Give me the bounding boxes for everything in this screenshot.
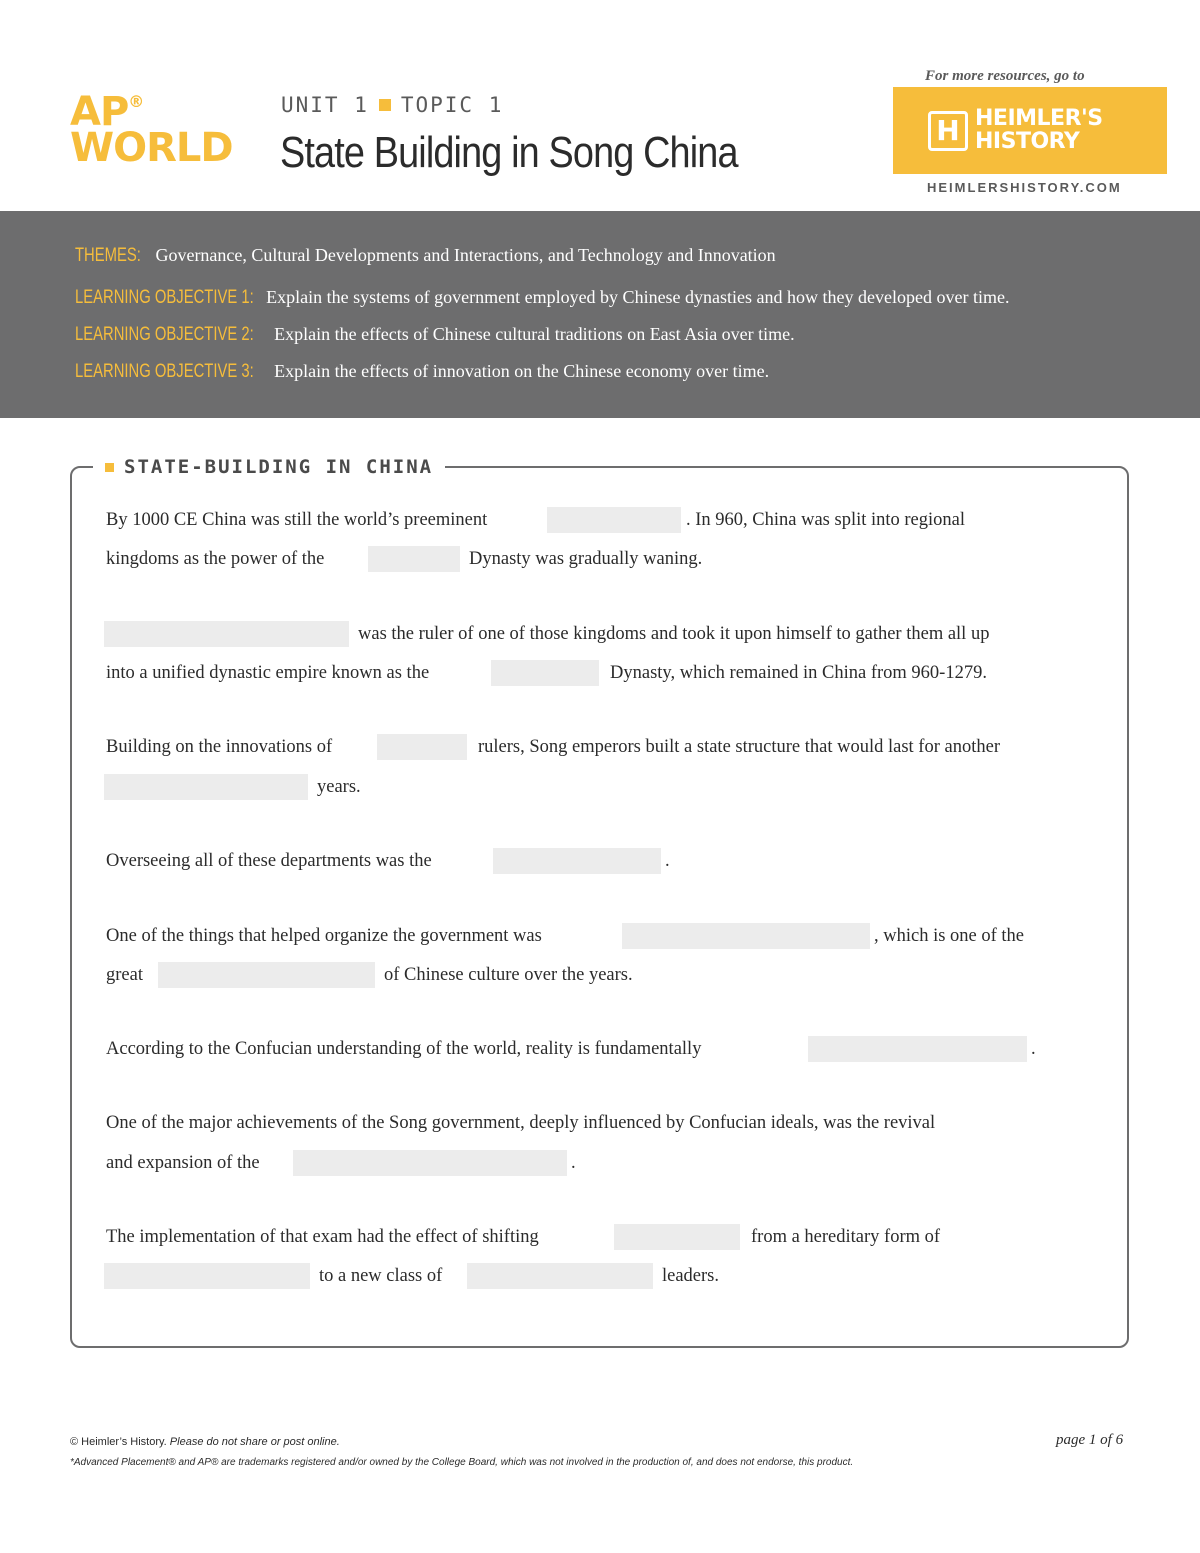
blank-field[interactable] bbox=[104, 1263, 310, 1289]
p2-line2-start: into a unified dynastic empire known as the bbox=[106, 663, 430, 683]
themes-text: Governance, Cultural Developments and Interactions, and Technology and Innovation bbox=[155, 245, 776, 265]
blank-field[interactable] bbox=[491, 660, 599, 686]
p1-line1-start: By 1000 CE China was still the world’s preeminent bbox=[106, 510, 488, 530]
worksheet-section bbox=[70, 466, 1129, 1348]
lo1-text: Explain the systems of government employed by Chinese dynasties and how they developed over time. bbox=[266, 287, 1010, 307]
blank-field[interactable] bbox=[493, 848, 661, 874]
lo3-row bbox=[75, 361, 769, 383]
blank-field[interactable] bbox=[104, 621, 349, 647]
blank-field[interactable] bbox=[377, 734, 467, 760]
p6-line1-end: . bbox=[1031, 1039, 1036, 1059]
p7-line1: One of the major achievements of the Song government, deeply influenced by Confucian ideals, was the revival bbox=[106, 1113, 936, 1133]
lo1-row bbox=[75, 287, 1009, 309]
p5-line1-end: , which is one of the bbox=[874, 926, 1025, 946]
square-icon bbox=[105, 463, 114, 472]
p5-line1-start: One of the things that helped organize the government was bbox=[106, 926, 542, 946]
p3-line1-start: Building on the innovations of bbox=[106, 737, 333, 757]
blank-field[interactable] bbox=[104, 774, 308, 800]
themes-row bbox=[75, 245, 776, 267]
square-icon bbox=[379, 99, 391, 111]
p4-line1-end: . bbox=[665, 851, 670, 871]
topic-label: TOPIC 1 bbox=[400, 93, 504, 117]
p4-line1-start: Overseeing all of these departments was the bbox=[106, 851, 432, 871]
copyright-line: © Heimler’s History. Please do not share or post online. bbox=[70, 1436, 340, 1448]
unit-topic-label bbox=[281, 93, 503, 117]
p1-line2-end: Dynasty was gradually waning. bbox=[469, 549, 703, 569]
resources-text: For more resources, go to bbox=[925, 68, 1085, 84]
themes-label: THEMES: bbox=[75, 245, 141, 266]
lo2-label: LEARNING OBJECTIVE 2: bbox=[75, 324, 254, 345]
p8-line1-start: The implementation of that exam had the effect of shifting bbox=[106, 1227, 539, 1247]
p7-line2-end: . bbox=[571, 1153, 576, 1173]
blank-field[interactable] bbox=[467, 1263, 653, 1289]
p2-line2-end: Dynasty, which remained in China from 960-1279. bbox=[610, 663, 987, 683]
p1-line2-start: kingdoms as the power of the bbox=[106, 549, 325, 569]
lo3-label: LEARNING OBJECTIVE 3: bbox=[75, 361, 254, 382]
p7-line2-start: and expansion of the bbox=[106, 1153, 260, 1173]
p6-line1-start: According to the Confucian understanding of the world, reality is fundamentally bbox=[106, 1039, 702, 1059]
blank-field[interactable] bbox=[622, 923, 870, 949]
trademark-notice: *Advanced Placement® and AP® are trademarks registered and/or owned by the College Board, which was not involved in the production of, and does not endorse, this product. bbox=[70, 1457, 854, 1468]
site-link[interactable]: HEIMLERSHISTORY.COM bbox=[927, 180, 1122, 195]
blank-field[interactable] bbox=[547, 507, 681, 533]
blank-field[interactable] bbox=[158, 962, 375, 988]
page-number: page 1 of 6 bbox=[1056, 1432, 1124, 1448]
ap-world-logo: AP® WORLD bbox=[70, 89, 233, 171]
blank-field[interactable] bbox=[368, 546, 460, 572]
p3-line1-end: rulers, Song emperors built a state structure that would last for another bbox=[478, 737, 1000, 757]
h-logo-icon: H bbox=[928, 111, 968, 151]
unit-label: UNIT 1 bbox=[281, 93, 369, 117]
brand-name: HEIMLER'S HISTORY bbox=[975, 106, 1103, 154]
blank-field[interactable] bbox=[293, 1150, 567, 1176]
lo3-text: Explain the effects of innovation on the Chinese economy over time. bbox=[274, 361, 770, 381]
p3-line2-end: years. bbox=[317, 777, 361, 797]
heimlers-history-logo[interactable] bbox=[893, 87, 1167, 174]
p8-line1-end: from a hereditary form of bbox=[751, 1227, 941, 1247]
themes-band bbox=[0, 211, 1200, 418]
p8-line2-mid: to a new class of bbox=[319, 1266, 443, 1286]
blank-field[interactable] bbox=[808, 1036, 1027, 1062]
p1-line1-end: . In 960, China was split into regional bbox=[686, 510, 966, 530]
lo1-label: LEARNING OBJECTIVE 1: bbox=[75, 287, 254, 308]
p5-line2-start: great bbox=[106, 965, 143, 985]
lo2-row bbox=[75, 324, 795, 346]
page-title: State Building in Song China bbox=[280, 128, 738, 177]
blank-field[interactable] bbox=[614, 1224, 740, 1250]
p5-line2-end: of Chinese culture over the years. bbox=[384, 965, 633, 985]
lo2-text: Explain the effects of Chinese cultural traditions on East Asia over time. bbox=[274, 324, 795, 344]
section-heading: STATE-BUILDING IN CHINA bbox=[93, 452, 445, 482]
p2-line1-end: was the ruler of one of those kingdoms and took it upon himself to gather them all up bbox=[358, 624, 990, 644]
p8-line2-end: leaders. bbox=[662, 1266, 720, 1286]
